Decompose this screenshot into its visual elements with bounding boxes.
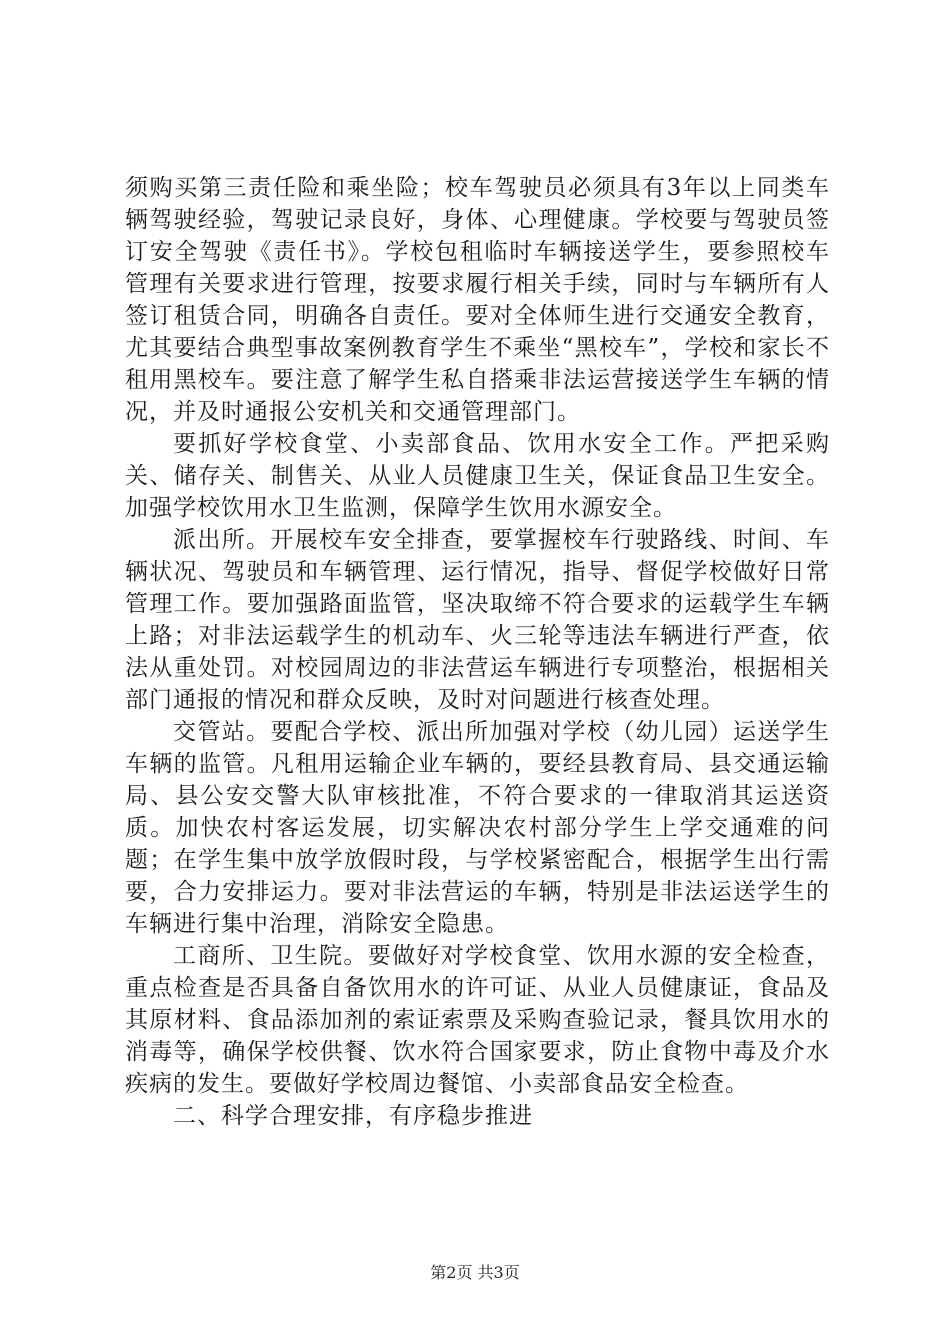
paragraph-traffic-station: 交管站。要配合学校、派出所加强对学校（幼儿园）运送学生车辆的监管。凡租用运输企业车辆的，要经县教育局、县交通运输局、县公安交警大队审核批准，不符合要求的一律取消其运送资质。加快农村客运发展，切实解决农村部分学生上学交通难的问题；在学生集中放学放假时段，与学校紧密配合，根据学生出行需要，合力安排运力。要对非法营运的车辆，特别是非法运送学生的车辆进行集中治理，消除安全隐患。: [125, 719, 830, 937]
document-body: [125, 172, 830, 1132]
paragraph-school-bus-insurance: 须购买第三责任险和乘坐险；校车驾驶员必须具有3年以上同类车辆驾驶经验，驾驶记录良好，身体、心理健康。学校要与驾驶员签订安全驾驶《责任书》。学校包租临时车辆接送学生，要参照校车管理有关要求进行管理，按要求履行相关手续，同时与车辆所有人签订租赁合同，明确各自责任。要对全体师生进行交通安全教育，尤其要结合典型事故案例教育学生不乘坐“黑校车”，学校和家长不租用黑校车。要注意了解学生私自搭乘非法运营接送学生车辆的情况，并及时通报公安机关和交通管理部门。: [125, 175, 830, 425]
page-number-footer: 第2页 共3页: [430, 1263, 520, 1282]
paragraph-food-safety: 要抓好学校食堂、小卖部食品、饮用水安全工作。严把采购关、储存关、制售关、从业人员健康卫生关，保证食品卫生安全。加强学校饮用水卫生监测，保障学生饮用水源安全。: [125, 431, 830, 521]
paragraph-police-station: 派出所。开展校车安全排查，要掌握校车行驶路线、时间、车辆状况、驾驶员和车辆管理、运行情况，指导、督促学校做好日常管理工作。要加强路面监管，坚决取缔不符合要求的运载学生车辆上路；对非法运载学生的机动车、火三轮等违法车辆进行严查，依法从重处罚。对校园周边的非法营运车辆进行专项整治，根据相关部门通报的情况和群众反映，及时对问题进行核查处理。: [125, 527, 830, 713]
section-heading-two: 二、科学合理安排，有序稳步推进: [173, 1103, 533, 1129]
paragraph-commerce-health: 工商所、卫生院。要做好对学校食堂、饮用水源的安全检查，重点检查是否具备自备饮用水的许可证、从业人员健康证，食品及其原材料、食品添加剂的索证索票及采购查验记录，餐具饮用水的消毒等，确保学校供餐、饮水符合国家要求，防止食物中毒及介水疾病的发生。要做好学校周边餐馆、小卖部食品安全检查。: [125, 943, 830, 1097]
